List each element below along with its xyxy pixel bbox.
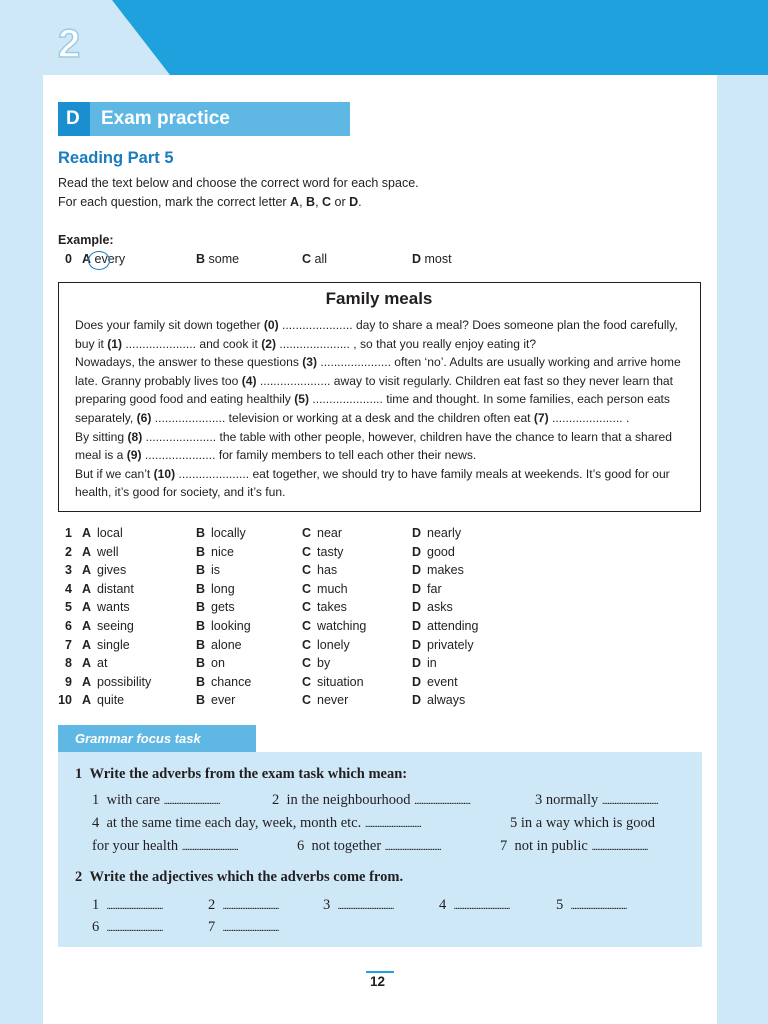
task-1-item-2: 2 in the neighbourhood ................................ — [272, 792, 471, 808]
text-segment: late. Granny probably lives too — [75, 373, 242, 388]
option-b — [196, 619, 251, 633]
example-option-b: B some — [196, 252, 240, 266]
option-word: lonely — [317, 637, 350, 652]
question-number: 7 — [65, 637, 72, 652]
option-letter: D — [412, 526, 422, 540]
option-word: takes — [317, 600, 347, 615]
option-a — [82, 563, 126, 577]
text-segment: separately, — [75, 411, 137, 425]
option-word: distant — [97, 581, 134, 596]
example-option-c: C all — [302, 252, 328, 266]
text-segment: ..................... for family members to tell each other their news. — [141, 448, 477, 463]
option-c — [302, 619, 366, 633]
option-letter: A — [82, 637, 92, 652]
text-segment: ..................... television or working at a desk and the children often eat — [151, 411, 534, 425]
text-title: Family meals — [325, 289, 433, 308]
gap-number: (5) — [294, 392, 309, 407]
option-letter: B — [196, 693, 206, 708]
gap-number: (10) — [153, 466, 176, 481]
option-letter: C — [302, 544, 312, 559]
option-word: quite — [97, 693, 125, 708]
option-word: looking — [211, 619, 251, 633]
part-title: Reading Part 5 — [58, 149, 174, 167]
option-word: good — [427, 544, 455, 559]
option-letter: D — [412, 619, 422, 633]
option-letter: B — [196, 656, 206, 671]
instruction-line-1: Read the text below and choose the correct word for each space. — [58, 176, 419, 190]
option-letter: C — [302, 674, 312, 689]
question-row — [58, 656, 708, 674]
option-b — [196, 675, 251, 689]
option-letter: C — [302, 656, 312, 671]
task-1-item-4: 4 at the same time each day, week, month etc. ................................ — [92, 815, 421, 831]
option-c — [302, 526, 342, 540]
task-2-prompt: 2 Write the adjectives which the adverbs come from. — [75, 869, 404, 885]
option-word: nice — [211, 544, 234, 559]
option-c — [302, 563, 337, 577]
option-word: chance — [211, 674, 252, 689]
text-segment: But if we can’t — [75, 466, 154, 481]
section-letter: D — [66, 108, 80, 129]
option-letter: D — [412, 563, 422, 578]
question-number: 4 — [65, 581, 72, 596]
option-word: has — [317, 563, 338, 578]
option-d — [412, 545, 455, 559]
question-number: 2 — [65, 544, 72, 559]
option-a — [82, 600, 130, 614]
option-b — [196, 656, 225, 670]
gap-number: (0) — [263, 318, 279, 332]
option-word: never — [317, 693, 349, 708]
task-2-item-1: 1 ................................ — [92, 897, 163, 913]
option-letter: D — [412, 693, 422, 708]
instruction-line-2: For each question, mark the correct letter A, B, C or D. — [58, 195, 362, 209]
option-word: alone — [211, 637, 242, 652]
question-number: 10 — [58, 693, 72, 708]
option-word: near — [317, 526, 343, 540]
option-c — [302, 600, 347, 614]
option-letter: B — [196, 544, 206, 559]
option-d — [412, 656, 437, 670]
text-segment: ..................... . — [548, 411, 630, 425]
option-word: gets — [211, 600, 235, 615]
gap-number: (8) — [127, 429, 143, 444]
text-line — [75, 355, 681, 369]
text-line — [75, 485, 285, 499]
option-letter: D — [412, 674, 422, 689]
grammar-focus-label: Grammar focus task — [75, 731, 201, 746]
option-d — [412, 582, 442, 596]
option-word: gives — [97, 563, 127, 578]
task-2-item-3: 3 ................................ — [323, 897, 394, 913]
option-letter: A — [82, 544, 92, 559]
option-word: always — [427, 693, 466, 708]
page-number-rule — [366, 971, 394, 973]
text-segment: ..................... day to share a meal? Does someone plan the food carefully, — [278, 318, 678, 332]
text-segment: ..................... often ‘no’. Adults are usually working and arrive home — [317, 355, 681, 370]
option-letter: B — [196, 600, 206, 615]
task-1-item-5-cont: for your health ................................ — [92, 838, 238, 854]
option-d — [412, 619, 478, 633]
question-row — [58, 693, 708, 711]
option-word: well — [97, 544, 119, 559]
task-1-item-7: 7 not in public ................................ — [500, 838, 648, 854]
option-word: in — [427, 656, 437, 671]
option-letter: B — [196, 563, 206, 578]
option-letter: A — [82, 600, 92, 615]
option-letter: B — [196, 526, 206, 540]
option-d — [412, 600, 453, 614]
option-word: nearly — [427, 526, 462, 540]
option-c — [302, 545, 343, 559]
page-top-edge — [43, 75, 717, 82]
option-letter: D — [412, 544, 422, 559]
option-word: wants — [97, 600, 130, 615]
text-segment: ..................... , so that you really enjoy eating it? — [275, 336, 537, 351]
gap-number: (7) — [533, 411, 549, 425]
gap-number: (6) — [136, 411, 152, 425]
text-line — [75, 411, 629, 425]
option-b — [196, 526, 246, 540]
option-a — [82, 545, 119, 559]
option-word: makes — [427, 563, 464, 578]
option-word: attending — [427, 619, 479, 633]
question-row — [58, 619, 708, 637]
option-a — [82, 526, 123, 540]
option-letter: C — [302, 563, 312, 578]
option-a — [82, 675, 151, 689]
example-label: Example: — [58, 233, 114, 247]
option-word: event — [427, 674, 458, 689]
example-option-d: D most — [412, 252, 452, 266]
text-segment: health, it’s good for society, and it’s fun. — [75, 485, 286, 500]
option-letter: D — [412, 581, 422, 596]
option-word: single — [97, 637, 130, 652]
question-row — [58, 600, 708, 618]
gap-number: (2) — [261, 336, 276, 351]
text-segment: meal is a — [75, 448, 127, 463]
text-segment: ..................... the table with other people, however, children have the chance to learn that a shared — [142, 429, 672, 444]
question-row — [58, 638, 708, 656]
text-segment: buy it — [75, 336, 108, 351]
question-number: 3 — [65, 563, 72, 578]
option-letter: C — [302, 637, 312, 652]
gap-number: (4) — [241, 373, 257, 388]
option-letter: A — [82, 693, 92, 708]
question-row — [58, 545, 708, 563]
unit-number: 2 — [58, 22, 81, 66]
option-word: asks — [427, 600, 453, 615]
option-a — [82, 582, 134, 596]
option-letter: C — [302, 600, 312, 615]
question-number: 6 — [65, 619, 72, 633]
option-letter: C — [302, 581, 312, 596]
task-1-item-5: 5 in a way which is good — [510, 815, 655, 831]
option-a — [82, 656, 107, 670]
text-segment: By sitting — [75, 429, 128, 444]
example-option-a: A every — [82, 252, 126, 266]
gap-number: (3) — [302, 355, 318, 370]
option-b — [196, 545, 234, 559]
question-row — [58, 526, 708, 544]
task-2-item-4: 4 ................................ — [439, 897, 510, 913]
option-d — [412, 563, 464, 577]
text-line — [75, 467, 670, 481]
option-a — [82, 638, 130, 652]
option-c — [302, 582, 348, 596]
option-word: privately — [427, 637, 474, 652]
question-row — [58, 582, 708, 600]
task-1-item-1: 1 with care ................................ — [92, 792, 220, 808]
option-word: long — [211, 581, 235, 596]
option-letter: C — [302, 619, 312, 633]
option-word: possibility — [97, 674, 152, 689]
task-1-prompt: 1 Write the adverbs from the exam task which mean: — [75, 766, 408, 782]
text-segment: ..................... eat together, we should try to have family meals at weekends. It’s good for our — [175, 466, 670, 481]
text-segment: Does your family sit down together — [75, 318, 264, 332]
option-letter: D — [412, 637, 422, 652]
option-word: situation — [317, 674, 364, 689]
task-2-item-2: 2 ................................ — [208, 897, 279, 913]
task-1-item-6: 6 not together ................................ — [297, 838, 441, 854]
option-b — [196, 582, 235, 596]
gap-number: (9) — [126, 448, 142, 463]
option-word: by — [317, 656, 331, 671]
option-letter: B — [196, 674, 206, 689]
option-letter: A — [82, 526, 92, 540]
option-c — [302, 675, 364, 689]
text-segment: ..................... away to visit regularly. Children eat fast so they never learn that — [256, 373, 674, 388]
option-word: ever — [211, 693, 236, 708]
section-title: Exam practice — [101, 108, 230, 129]
option-d — [412, 638, 474, 652]
question-number: 8 — [65, 656, 72, 671]
option-a — [82, 619, 134, 633]
option-letter: A — [82, 656, 92, 671]
option-c — [302, 638, 350, 652]
option-d — [412, 675, 458, 689]
option-b — [196, 638, 242, 652]
option-letter: D — [412, 600, 422, 615]
option-b — [196, 563, 220, 577]
text-line — [75, 374, 673, 388]
option-word: local — [97, 526, 123, 540]
question-number: 1 — [65, 526, 72, 540]
option-letter: C — [302, 526, 312, 540]
text-segment: ..................... and cook it — [122, 336, 262, 351]
page-number: 12 — [370, 974, 386, 989]
option-d — [412, 693, 465, 707]
option-c — [302, 693, 348, 707]
option-word: seeing — [97, 619, 134, 633]
task-2-item-7: 7 ................................ — [208, 919, 279, 935]
text-segment: preparing good food and eating healthily — [75, 392, 295, 407]
text-line — [75, 318, 678, 332]
task-2-item-5: 5 ................................ — [556, 897, 627, 913]
option-letter: A — [82, 674, 92, 689]
text-line — [75, 392, 670, 406]
answer-circle-mark — [88, 251, 110, 270]
task-2-item-6: 6 ................................ — [92, 919, 163, 935]
option-word: at — [97, 656, 108, 671]
option-word: locally — [211, 526, 246, 540]
option-word: on — [211, 656, 225, 671]
question-number: 9 — [65, 674, 72, 689]
option-letter: B — [196, 581, 206, 596]
option-d — [412, 526, 461, 540]
option-b — [196, 600, 235, 614]
option-letter: C — [302, 693, 312, 708]
option-letter: A — [82, 581, 92, 596]
gap-number: (1) — [107, 336, 123, 351]
text-line — [75, 448, 476, 462]
option-word: is — [211, 563, 221, 578]
option-letter: D — [412, 656, 422, 671]
question-row — [58, 563, 708, 581]
option-word: far — [427, 581, 442, 596]
option-letter: B — [196, 619, 206, 633]
option-word: tasty — [317, 544, 344, 559]
option-word: watching — [317, 619, 367, 633]
option-letter: B — [196, 637, 206, 652]
option-a — [82, 693, 124, 707]
question-row — [58, 675, 708, 693]
question-number: 5 — [65, 600, 72, 615]
text-segment: ..................... time and thought. In some families, each person eats — [308, 392, 670, 407]
option-letter: A — [82, 563, 92, 578]
text-line — [75, 430, 672, 444]
text-segment: Nowadays, the answer to these questions — [75, 355, 303, 370]
example-number: 0 — [65, 252, 72, 266]
option-letter: A — [82, 619, 92, 633]
option-word: much — [317, 581, 348, 596]
example-row — [58, 252, 708, 270]
option-b — [196, 693, 235, 707]
option-c — [302, 656, 330, 670]
task-1-item-3: 3 normally ................................ — [535, 792, 658, 808]
text-line — [75, 337, 536, 351]
